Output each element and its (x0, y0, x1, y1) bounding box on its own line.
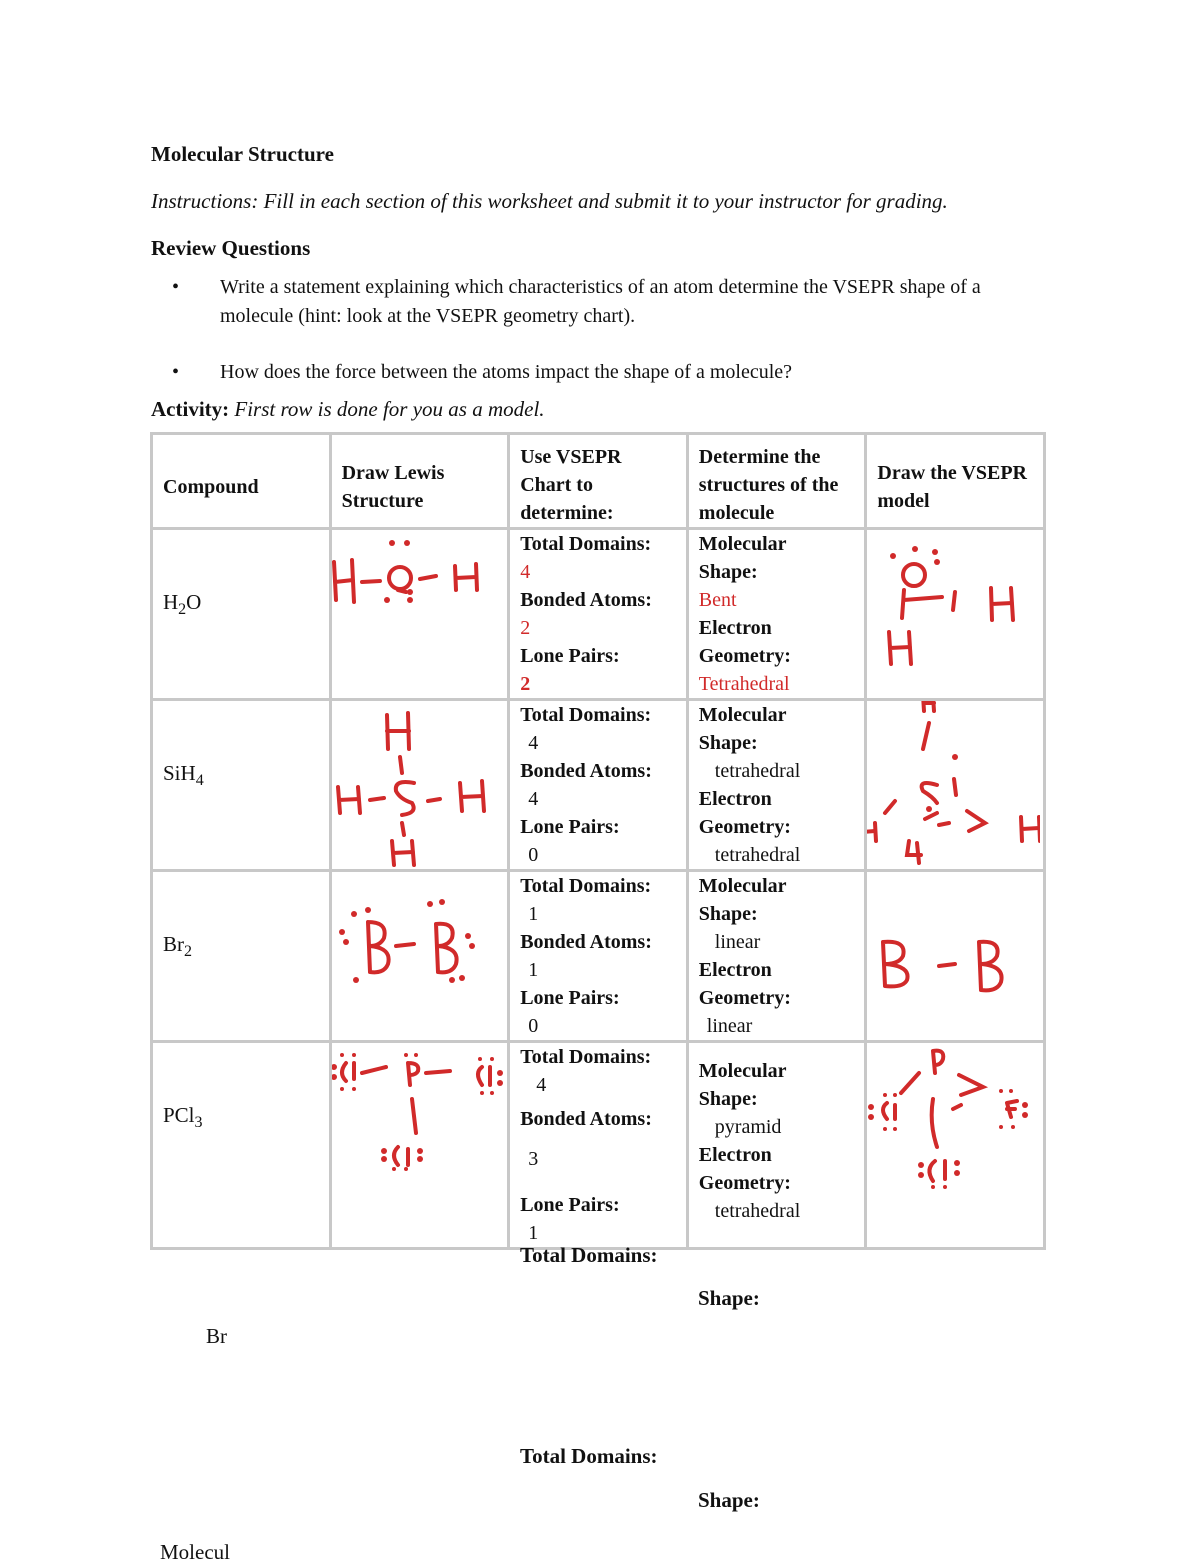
header-compound: Compound (152, 434, 331, 529)
extra-total-domains-1: Total Domains: (520, 1243, 658, 1267)
compound-formula: $Br_2$ (163, 932, 192, 961)
electron-geometry-value: linear (706, 1015, 753, 1037)
header-structures: Determine the structures of the molecule (687, 434, 866, 529)
lone-pairs-value: 0 (528, 1015, 539, 1037)
vsepr-cell: Total Domains: 1 Bonded Atoms: 1 Lone Pairs: 0 (509, 871, 688, 1042)
page-title: Molecular Structure (151, 142, 334, 166)
question-2-text: How does the force between the atoms impact the shape of a molecule? (220, 361, 793, 383)
model-cell (866, 1042, 1045, 1249)
model-cell (866, 529, 1045, 700)
compound-cell (152, 529, 331, 700)
lone-pairs-value: 1 (528, 1222, 539, 1244)
model-cell (866, 700, 1045, 871)
total-domains-value: 1 (528, 903, 539, 925)
header-vsepr: Use VSEPR Chart to determine: (509, 434, 688, 529)
extra-shape-2: Shape: (698, 1488, 760, 1512)
compound-cell (152, 1042, 331, 1249)
instructions: Instructions: Fill in each section of this worksheet and submit it to your instructor for grading. (151, 189, 948, 213)
molecular-shape-value: Bent (698, 589, 737, 611)
lewis-label-h2o-1: H (331, 530, 333, 531)
bullet-icon: • (172, 361, 180, 383)
vsepr-model-h2o (867, 530, 1040, 696)
lewis-cell (330, 871, 509, 1042)
lone-pairs-value: 2 (520, 673, 531, 695)
header-lewis: Draw Lewis Structure (330, 434, 509, 529)
vsepr-model-br2 (867, 872, 1040, 1038)
structure-cell: Molecular Shape: tetrahedral Electron Geometry: tetrahedral (687, 700, 866, 871)
model-cell (866, 871, 1045, 1042)
vsepr-cell: Total Domains: 4 Bonded Atoms: 4 Lone Pairs: 0 (509, 700, 688, 871)
activity-line (151, 397, 545, 422)
vsepr-cell: Total Domains: 4 Bonded Atoms: 3 Lone Pairs: 1 (509, 1042, 688, 1249)
vsepr-cell: Total Domains: 4 Bonded Atoms: 2 Lone Pairs: 2 (509, 529, 688, 700)
lewis-drawing-sih4 (332, 701, 505, 867)
question-1-text: Write a statement explaining which characteristics of an atom determine the VSEPR shape of a molecule (hint: look at the VSEPR geometry chart). (220, 276, 981, 327)
compound-formula: PCl$_3$ (163, 1103, 203, 1132)
activity-note: First row is done for you as a model. (234, 397, 545, 421)
electron-geometry-value: tetrahedral (714, 1200, 801, 1222)
compound-formula: $H_2O$ (163, 590, 202, 619)
molecular-shape-value: linear (714, 931, 761, 953)
extra-shape-1: Shape: (698, 1286, 760, 1310)
table-row (152, 529, 1045, 700)
bonded-atoms-value: 3 (528, 1148, 539, 1170)
lone-pairs-value: 0 (528, 844, 539, 866)
lewis-cell (330, 1042, 509, 1249)
bonded-atoms-value: 2 (520, 617, 531, 639)
electron-geometry-value: tetrahedral (714, 844, 801, 866)
question-1 (172, 273, 1020, 331)
molecule-table (150, 432, 1046, 1250)
molecular-shape-value: pyramid (714, 1116, 782, 1138)
bonded-atoms-value: 4 (528, 788, 539, 810)
compound-cell (152, 871, 331, 1042)
lewis-cell (330, 529, 509, 700)
lewis-drawing-pcl3 (332, 1043, 505, 1209)
question-2 (172, 358, 1020, 387)
lewis-cell (330, 700, 509, 871)
table-row (152, 700, 1045, 871)
electron-geometry-value: Tetrahedral (698, 673, 790, 695)
table-header-row (152, 434, 1045, 529)
compound-cell (152, 700, 331, 871)
total-domains-value: 4 (520, 561, 531, 583)
extra-total-domains-2: Total Domains: (520, 1444, 658, 1468)
vsepr-model-pcl3 (867, 1043, 1040, 1209)
molecular-shape-value: tetrahedral (714, 760, 801, 782)
vsepr-model-sih4 (867, 701, 1040, 867)
total-domains-value: 4 (536, 1074, 547, 1096)
review-heading: Review Questions (151, 236, 311, 260)
table-row (152, 871, 1045, 1042)
structure-cell: Molecular Shape: pyramid Electron Geometry: tetrahedral (687, 1042, 866, 1249)
lewis-drawing-h2o (332, 530, 505, 696)
extra-cut-text: Molecul (160, 1540, 230, 1564)
extra-compound-br: Br (206, 1324, 227, 1348)
activity-label: Activity: (151, 397, 230, 421)
bullet-icon: • (172, 276, 180, 298)
lewis-drawing-br2 (332, 872, 505, 1038)
total-domains-value: 4 (528, 732, 539, 754)
bonded-atoms-value: 1 (528, 959, 539, 981)
table-row (152, 1042, 1045, 1249)
header-model: Draw the VSEPR model (866, 434, 1045, 529)
structure-cell: Molecular Shape: linear Electron Geometry: linear (687, 871, 866, 1042)
compound-formula: SiH$_4$ (163, 761, 204, 790)
structure-cell: Molecular Shape: Bent Electron Geometry: Tetrahedral (687, 529, 866, 700)
